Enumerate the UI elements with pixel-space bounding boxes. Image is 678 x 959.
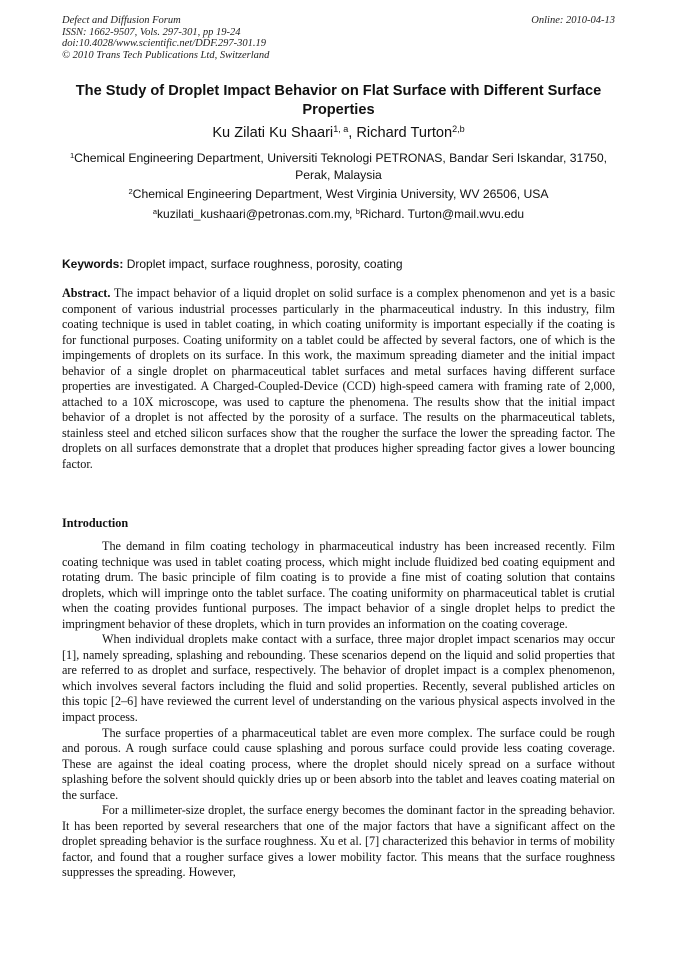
copyright-line: © 2010 Trans Tech Publications Ltd, Switzerland: [62, 49, 270, 61]
journal-header: [62, 15, 615, 61]
email-b: Richard. Turton@mail.wvu.edu: [359, 207, 525, 221]
affiliation-2-superscript: 2: [128, 186, 133, 196]
journal-name: Defect and Diffusion Forum: [62, 15, 181, 26]
abstract-text: The impact behavior of a liquid droplet on solid surface is a complex phenomenon and yet is a basic component of various industrial processes particularly in the pharmaceutical industry. In this industry, film coating technique is used in tablet coating, in which coating uniformity is important especially if the coating is for functional purposes. Coating uniformity on a tablet could be affected by several factors, one of which is the impingements of droplets on its surface. In this work, the maximum spreading diameter and the initial impact behavior of a single droplet on pharmaceutical tablet surfaces and metal surfaces having different surface properties are investigated. A Charged-Coupled-Device (CCD) high-speed camera with framing rate of 2,000, attached to a 10X microscope, was used to capture the phenomena. The results show that the initial impact behavior of a droplet is not affected by the porosity of a surface. The results on the pharmaceutical tablets, stainless steel and etched silicon surfaces show that the rougher the surface the lower the spreading factor. The droplets on all surfaces demonstrate that a droplet that produces higher spreading factor gives a lower bouncing factor.: [62, 286, 615, 472]
email-line: [62, 206, 615, 222]
introduction-paragraph: The demand in film coating techology in pharmaceutical industry has been increased recently. Film coating technique was used in tablet coating process, which might include fluidized bed coating equipment and rotating drum. The basic principle of film coating is to provide a fine mist of coating solution that contains droplets, which will impringe onto the tablet surface. The coating uniformity on pharmaceutical tablet is crutial when the coating provides funtional purposes. The impact behavior of a single droplet helps to predict the impringment behavior of these droplets, which in turn provides an information on the coating coverage.: [62, 539, 615, 631]
affiliation-1-superscript: 1: [69, 150, 75, 160]
keywords: [62, 256, 615, 272]
doi-line: doi:10.4028/www.scientific.net/DDF.297-301.19: [62, 38, 267, 50]
keywords-label: Keywords:: [62, 257, 124, 271]
abstract-label: Abstract.: [62, 286, 111, 300]
online-date: Online: 2010-04-13: [531, 15, 615, 26]
author-1-superscript: 1, a: [333, 124, 349, 135]
author-line: [62, 124, 615, 142]
affiliation-1: [62, 150, 615, 183]
abstract: [62, 286, 615, 473]
keywords-text: Droplet impact, surface roughness, porosity, coating: [123, 257, 403, 271]
author-separator: ,: [348, 125, 357, 141]
email-b-superscript: b: [355, 206, 360, 216]
author-2-superscript: 2,b: [452, 124, 465, 135]
author-1-name: Ku Zilati Ku Shaari: [212, 125, 334, 141]
introduction-paragraph: For a millimeter-size droplet, the surface energy becomes the dominant factor in the spreading behavior. It has been reported by several researchers that one of the major factors that have a significant affect on the droplet spreading behavior is the surface roughness. Xu et al. [7] characterized this behavior in terms of mobility factor, and found that a rougher surface gives a lower mobility factor. This means that the surface roughness suppresses the spreading. However,: [62, 803, 615, 880]
introduction-heading: Introduction: [62, 516, 129, 530]
email-a: kuzilati_kushaari@petronas.com.my,: [157, 207, 356, 221]
affiliation-1-text: Chemical Engineering Department, Universiti Teknologi PETRONAS, Bandar Seri Iskandar, 31750, Perak, Malaysia: [74, 151, 608, 182]
email-a-superscript: a: [152, 206, 158, 216]
issn-line: ISSN: 1662-9507, Vols. 297-301, pp 19-24: [62, 26, 241, 38]
affiliation-2-text: Chemical Engineering Department, West Virginia University, WV 26506, USA: [132, 187, 549, 201]
affiliation-2: [62, 186, 615, 203]
introduction-body: [62, 539, 615, 881]
introduction-paragraph: The surface properties of a pharmaceutical tablet are even more complex. The surface could be rough and porous. A rough surface could cause splashing and porous surface could provide less coating coverage. These are against the ideal coating process, where the droplet should nicely spread on a surface without splashing before the solvent should quickly dries up or been absorb into the tablet and leaves coating material on the surface.: [62, 725, 615, 802]
author-2-name: Richard Turton: [356, 125, 453, 141]
paper-title: The Study of Droplet Impact Behavior on Flat Surface with Different Surface Properties: [75, 83, 602, 118]
introduction-paragraph: When individual droplets make contact with a surface, three major droplet impact scenarios may occur [1], namely spreading, splashing and rebounding. These scenarios depend on the liquid and solid properties that are referred to as droplet and surface, respectively. The behavior of droplet impact is a complex phenomenon, which involves several factors including the fluid and solid properties. Recently, several published articles on this topic [2–6] have reviewed the current level of understanding on the various physical aspects involved in the impact process.: [62, 632, 615, 725]
